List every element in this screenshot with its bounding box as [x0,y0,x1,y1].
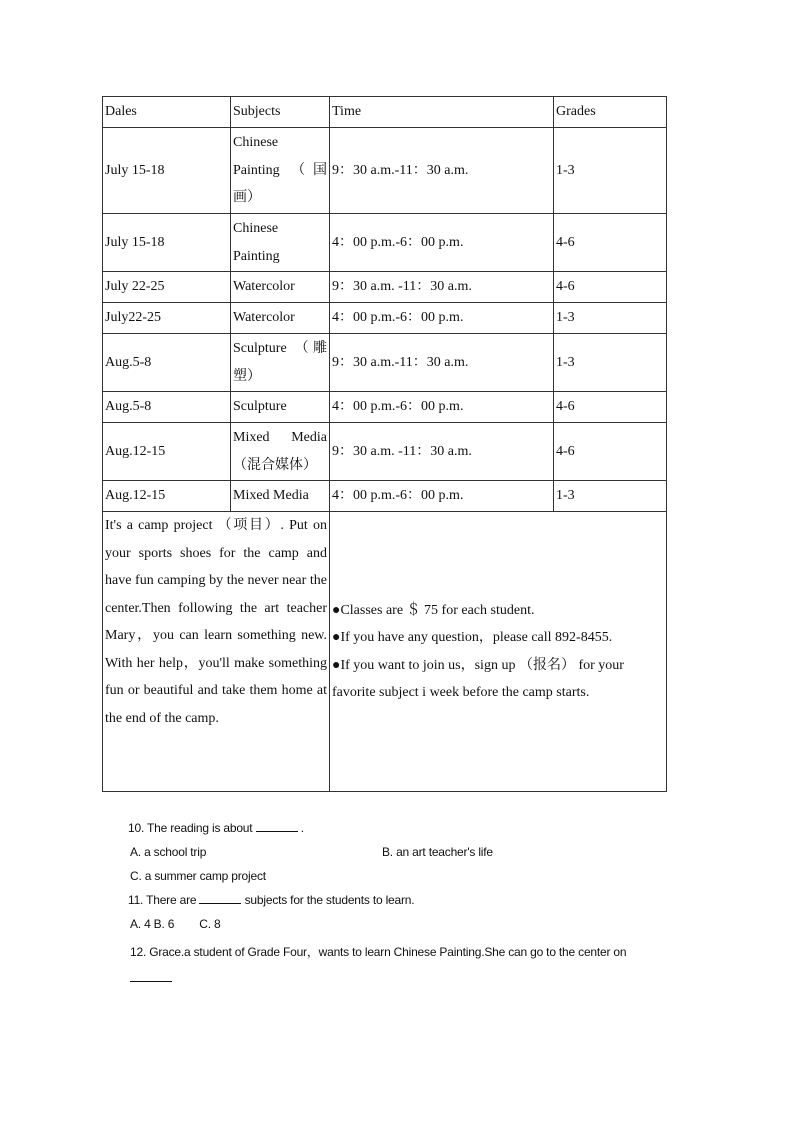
question-10-text: 10. The reading is about [128,821,253,835]
cell-date: Aug.12-15 [103,481,231,512]
cell-grades: 1-3 [554,481,667,512]
cell-subject: Sculpture （雕塑） [231,334,330,392]
header-grades: Grades [554,97,667,128]
info-price: ●Classes are ＄ 75 for each student. [332,602,535,618]
cell-subject: Watercolor [231,272,330,303]
cell-grades: 1-3 [554,303,667,334]
cell-grades: 4-6 [554,423,667,481]
info-phone: ●If you have any question，please call 892-8455. [332,630,613,645]
table-row [103,481,667,512]
cell-subject: Mixed Media （混合媒体） [231,423,330,481]
cell-grades: 4-6 [554,214,667,272]
cell-date: Aug.12-15 [103,423,231,481]
table-row [103,392,667,423]
table-header-row [103,97,667,128]
cell-subject: Mixed Media [231,481,330,512]
info-signup: ●If you want to join us，sign up （报名） for your favorite subject i week before the camp starts. [332,657,624,700]
camp-description: It's a camp project （项目）. Put on your sports shoes for the camp and have fun camping by the never near the center.Then following the art teacher Mary，you can learn something new. With her help，you'll make something fun or beautiful and take them home at the end of the camp. [103,512,330,792]
option-10a: A. a school trip [130,845,207,859]
cell-grades: 4-6 [554,272,667,303]
cell-time: 9：30 a.m.-11：30 a.m. [330,128,554,214]
question-10 [128,821,304,835]
cell-date: Aug.5-8 [103,392,231,423]
cell-time: 9：30 a.m.-11：30 a.m. [330,334,554,392]
cell-subject: Chinese Painting （国画） [231,128,330,214]
options-11: A. 4 B. 6 C. 8 [130,917,221,931]
table-row [103,334,667,392]
table-row [103,423,667,481]
header-dates: Dales [103,97,231,128]
cell-time: 4：00 p.m.-6：00 p.m. [330,214,554,272]
question-12 [130,971,172,985]
cell-date: July 22-25 [103,272,231,303]
option-10c: C. a summer camp project [130,869,266,883]
cell-subject: Watercolor [231,303,330,334]
cell-subject: Chinese Painting [231,214,330,272]
cell-date: July 15-18 [103,214,231,272]
cell-time: 4：00 p.m.-6：00 p.m. [330,392,554,423]
cell-time: 4：00 p.m.-6：00 p.m. [330,303,554,334]
question-11-end: subjects for the students to learn. [244,893,415,907]
header-subjects: Subjects [231,97,330,128]
question-12-text: 12. Grace.a student of Grade Four，wants to learn Chinese Painting.She can go to the center on [130,945,627,959]
cell-grades: 1-3 [554,334,667,392]
cell-grades: 4-6 [554,392,667,423]
cell-date: July22-25 [103,303,231,334]
question-10-end: . [300,821,304,835]
table-row [103,272,667,303]
table-row [103,214,667,272]
cell-date: Aug.5-8 [103,334,231,392]
notes-row [103,512,667,792]
table-row [103,303,667,334]
cell-time: 9：30 a.m. -11：30 a.m. [330,272,554,303]
question-11-text: 11. There are [128,893,197,907]
header-time: Time [330,97,554,128]
cell-date: July 15-18 [103,128,231,214]
answer-blank-11[interactable] [199,893,241,904]
answer-blank-10[interactable] [256,821,298,832]
option-10b: B. an art teacher's life [382,845,493,859]
question-11 [128,893,414,907]
camp-info [330,512,667,792]
cell-subject: Sculpture [231,392,330,423]
schedule-table [102,96,667,792]
cell-time: 9：30 a.m. -11：30 a.m. [330,423,554,481]
answer-blank-12[interactable] [130,971,172,982]
cell-time: 4：00 p.m.-6：00 p.m. [330,481,554,512]
cell-grades: 1-3 [554,128,667,214]
table-row [103,128,667,214]
